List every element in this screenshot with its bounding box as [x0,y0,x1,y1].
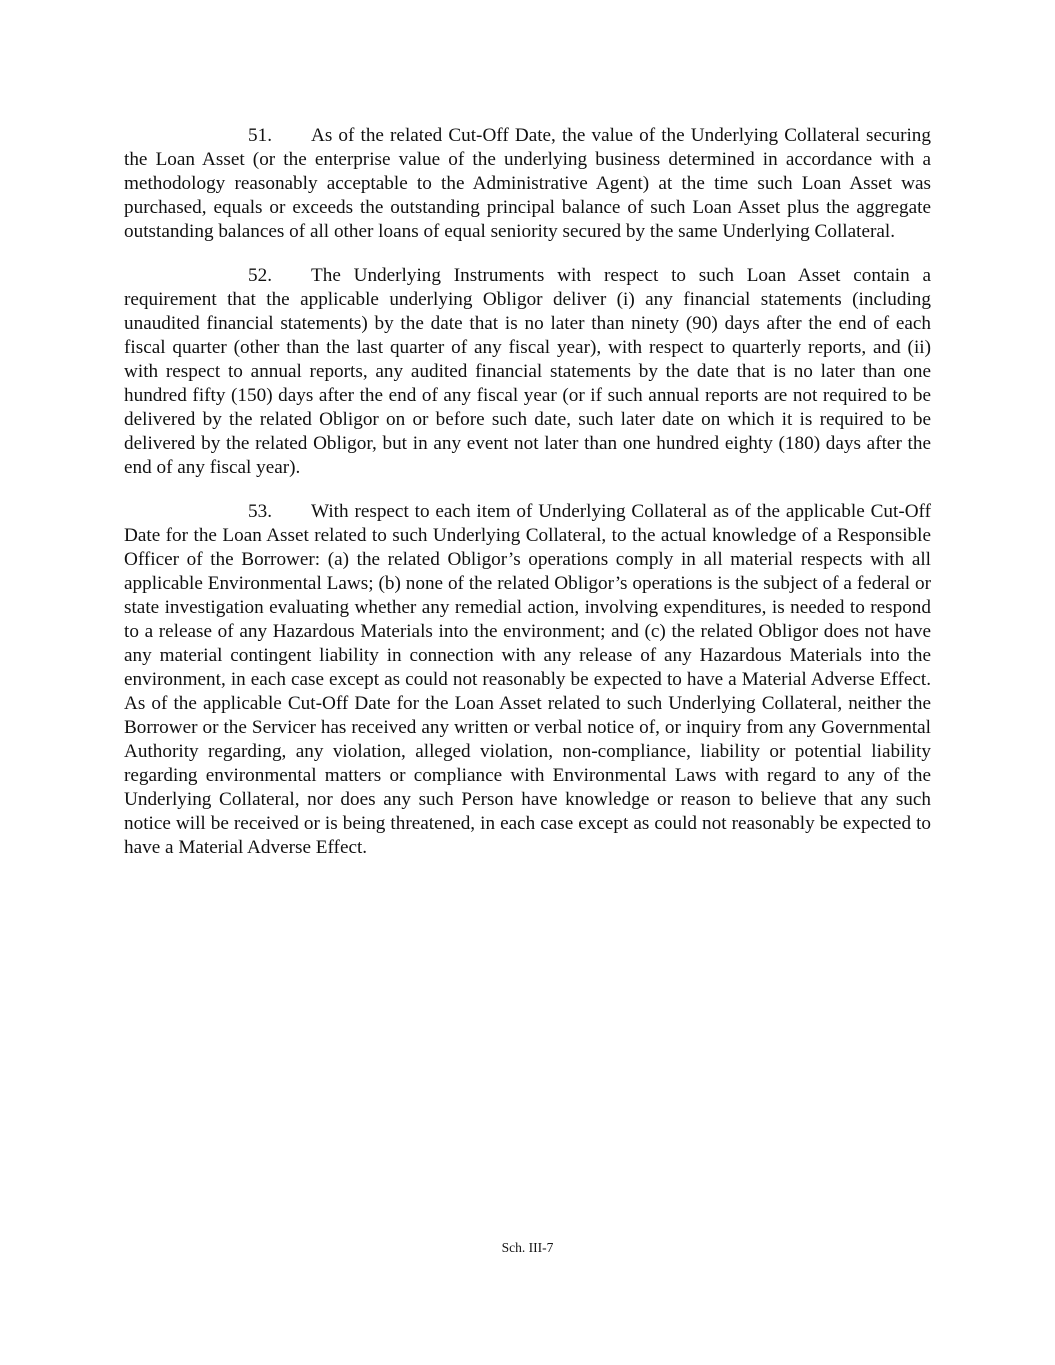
document-body [124,124,931,880]
paragraph-number: 53. [248,501,272,522]
paragraph-number: 51. [248,125,272,146]
paragraph-number: 52. [248,265,272,286]
page-footer: Sch. III-7 [501,1240,554,1255]
paragraph-text: With respect to each item of Underlying Collateral as of the applicable Cut-Off Date for the Loan Asset related to such Underlying Collateral, to the actual knowledge of a Responsible Officer of the Borrower: (a) the related Obligor’s operations comply in all material respects with all applicable Environmental Laws; (b) none of the related Obligor’s operations is the subject of a federal or state investigation evaluating whether any remedial action, involving expenditures, is needed to respond to a release of any Hazardous Materials into the environment; and (c) the related Obligor does not have any material contingent liability in connection with any release of any Hazardous Materials into the environment, in each case except as could not reasonably be expected to have a Material Adverse Effect. As of the applicable Cut-Off Date for the Loan Asset related to such Underlying Collateral, neither the Borrower or the Servicer has received any written or verbal notice of, or inquiry from any Governmental Authority regarding, any violation, alleged violation, non-compliance, liability or potential liability regarding environmental matters or compliance with Environmental Laws with regard to any of the Underlying Collateral, nor does any such Person have knowledge or reason to believe that any such notice will be received or is being threatened, in each case except as could not reasonably be expected to have a Material Adverse Effect. [124,501,931,858]
paragraph-52 [124,264,931,480]
paragraph-51 [124,124,931,244]
paragraph-text: As of the related Cut-Off Date, the value of the Underlying Collateral securing the Loan Asset (or the enterprise value of the underlying business determined in accordance with a methodology reasonably acceptable to the Administrative Agent) at the time such Loan Asset was purchased, equals or exceeds the outstanding principal balance of such Loan Asset plus the aggregate outstanding balances of all other loans of equal seniority secured by the same Underlying Collateral. [124,125,931,242]
paragraph-text: The Underlying Instruments with respect to such Loan Asset contain a requirement that the applicable underlying Obligor deliver (i) any financial statements (including unaudited financial statements) by the date that is no later than ninety (90) days after the end of each fiscal quarter (other than the last quarter of any fiscal year), with respect to quarterly reports, and (ii) with respect to annual reports, any audited financial statements by the date that is no later than one hundred fifty (150) days after the end of any fiscal year (or if such annual reports are not required to be delivered by the related Obligor on or before such date, such later date on which it is required to be delivered by the related Obligor, but in any event not later than one hundred eighty (180) days after the end of any fiscal year). [124,265,931,478]
paragraph-53 [124,500,931,860]
